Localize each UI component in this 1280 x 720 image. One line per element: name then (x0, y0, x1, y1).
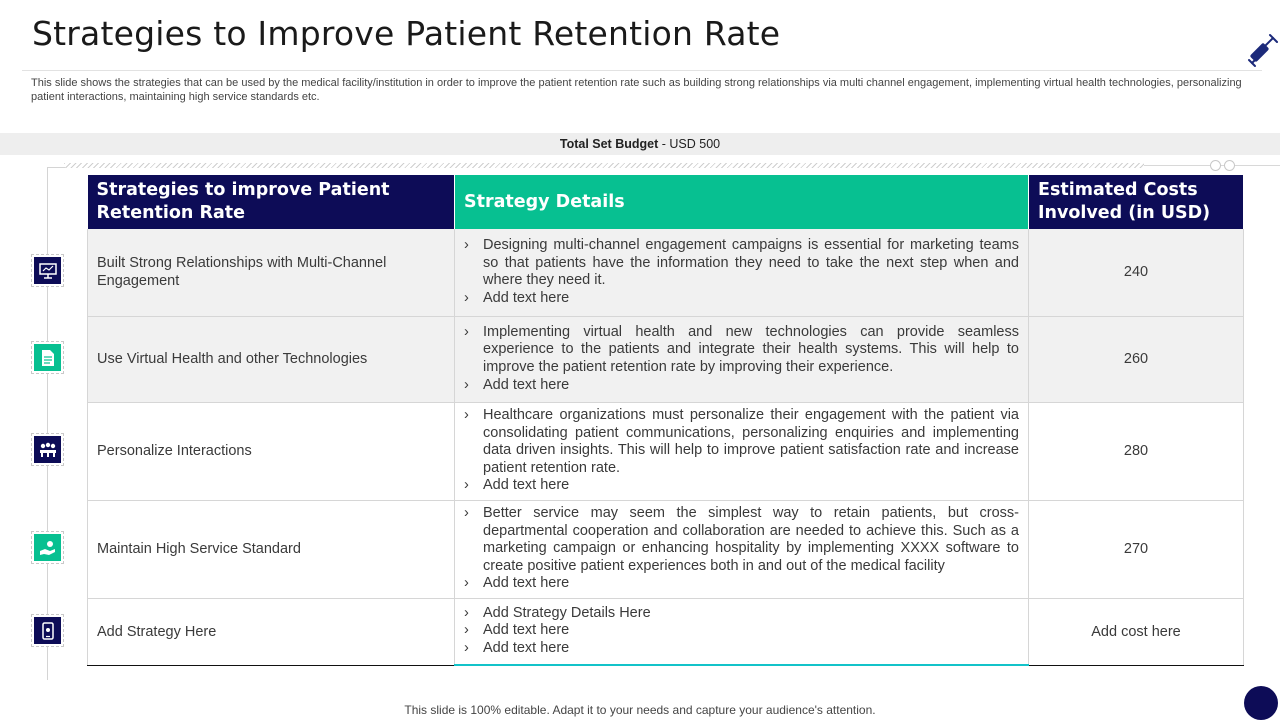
table-header-row (88, 175, 1244, 229)
detail-text: Add text here (483, 376, 570, 393)
budget-label: Total Set Budget (559, 137, 659, 151)
bullet-chevron: › (464, 505, 469, 522)
strategy-name: Add Strategy Here (88, 598, 455, 665)
estimated-cost: Add cost here (1029, 598, 1244, 665)
detail-text: Implementing virtual health and new technologies can provide seamless experience to the patients and integrate their health systems. This will help to improve the patient retention rate by improving their experience. (483, 323, 1019, 375)
table-row (88, 316, 1244, 402)
corner-circle-decoration (1244, 686, 1278, 720)
column-header-details: Strategy Details (455, 175, 1029, 229)
strategy-name: Use Virtual Health and other Technologies (88, 316, 455, 402)
column-header-strategies: Strategies to improve Patient Retention Rate (88, 175, 455, 229)
strategy-name: Personalize Interactions (88, 402, 455, 500)
detail-text: Add text here (483, 289, 570, 306)
estimated-cost: 280 (1029, 402, 1244, 500)
dotted-divider (64, 163, 1144, 168)
bullet-chevron: › (464, 237, 469, 254)
people-meeting-icon (34, 436, 61, 463)
detail-bullet (464, 290, 1019, 308)
budget-separator: - (661, 137, 666, 151)
timeline-connector (47, 167, 65, 168)
detail-text: Add text here (483, 622, 570, 639)
table-row (88, 229, 1244, 316)
row-icon-3 (31, 433, 64, 466)
detail-bullet (464, 407, 1019, 477)
footer-note: This slide is 100% editable. Adapt it to your needs and capture your audience's attention. (404, 703, 876, 717)
strategy-name: Built Strong Relationships with Multi-Channel Engagement (88, 229, 455, 316)
estimated-cost: 240 (1029, 229, 1244, 316)
timeline-line (47, 167, 48, 680)
bullet-chevron: › (464, 575, 469, 592)
estimated-cost: 260 (1029, 316, 1244, 402)
table-row (88, 402, 1244, 500)
detail-bullet (464, 575, 1019, 593)
bullet-chevron: › (464, 289, 469, 306)
ring-decoration (1224, 160, 1235, 171)
bullet-chevron: › (464, 640, 469, 657)
slide-title: Strategies to Improve Patient Retention Rate (32, 14, 781, 53)
row-icon-2 (31, 341, 64, 374)
detail-text: Add text here (483, 575, 570, 592)
strategy-details (455, 500, 1029, 598)
detail-text: Designing multi-channel engagement campaigns is essential for marketing teams so that patients have the information they need to take the next step when and where they need it. (483, 237, 1019, 289)
detail-bullet (464, 505, 1019, 575)
slide-description: This slide shows the strategies that can be used by the medical facility/institution in order to improve the patient retention rate such as building strong relationships via multi channel engagement, implementing virtual health technologies, personalizing patient interactions, maintaining high service standards etc. (31, 77, 1242, 103)
bullet-chevron: › (464, 604, 469, 621)
row-icon-5 (31, 614, 64, 647)
detail-text: Better service may seem the simplest way to retain patients, but cross-departmental cooperation and collaboration are needed to achieve this. Such as a marketing campaign or enhancing hospitality by implementing XXXX software to create positive patient experiences both in and out of the medical facility (483, 505, 1019, 574)
presentation-board-icon (34, 257, 61, 284)
strategy-details (455, 598, 1029, 665)
detail-bullet (464, 237, 1019, 290)
budget-banner (0, 133, 1280, 155)
detail-bullet (464, 605, 1019, 623)
column-header-costs: Estimated Costs Involved (in USD) (1029, 175, 1244, 229)
strategy-name: Maintain High Service Standard (88, 500, 455, 598)
bullet-chevron: › (464, 622, 469, 639)
detail-text: Healthcare organizations must personalize their engagement with the patient via consolidating patient communications, personalizing enquiries and implementing data driven insights. This will help to improve patient satisfaction rate and increase patient retention rate. (483, 407, 1019, 476)
strategies-table (87, 175, 1244, 666)
strategy-details (455, 316, 1029, 402)
service-hand-icon (34, 534, 61, 561)
bullet-chevron: › (464, 407, 469, 424)
bullet-chevron: › (464, 323, 469, 340)
budget-value: USD 500 (669, 137, 721, 151)
bullet-chevron: › (464, 477, 469, 494)
detail-bullet (464, 324, 1019, 377)
detail-text: Add Strategy Details Here (483, 604, 651, 621)
table-row (88, 500, 1244, 598)
detail-bullet (464, 640, 1019, 658)
detail-text: Add text here (483, 477, 570, 494)
detail-bullet (464, 477, 1019, 495)
document-icon (34, 344, 61, 371)
syringe-icon (1246, 32, 1280, 68)
mobile-phone-icon (34, 617, 61, 644)
row-icon-4 (31, 531, 64, 564)
strategy-details (455, 229, 1029, 316)
estimated-cost: 270 (1029, 500, 1244, 598)
bullet-chevron: › (464, 376, 469, 393)
table-row (88, 598, 1244, 665)
detail-bullet (464, 377, 1019, 395)
detail-bullet (464, 622, 1019, 640)
ring-decoration (1210, 160, 1221, 171)
strategy-details (455, 402, 1029, 500)
row-icon-1 (31, 254, 64, 287)
title-divider (22, 70, 1262, 71)
detail-text: Add text here (483, 640, 570, 657)
